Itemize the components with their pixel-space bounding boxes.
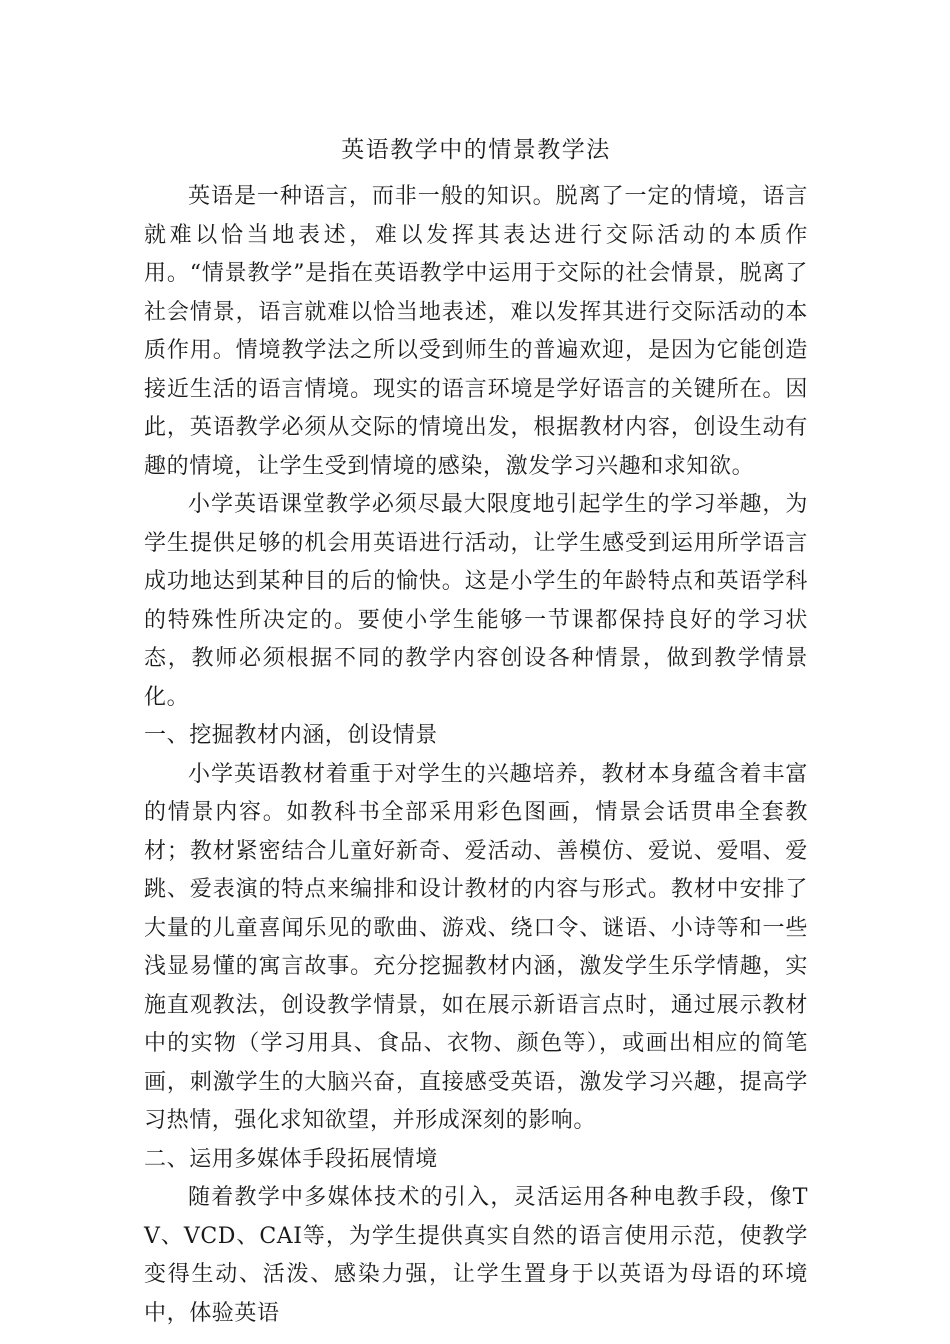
intro-paragraph-1: 英语是一种语言，而非一般的知识。脱离了一定的情境，语言就难以恰当地表述，难以发挥其表达进行交际活动的本质作用。“情景教学”是指在英语教学中运用于交际的社会情景，脱离了社会情景，语言就难以恰当地表述，难以发挥其进行交际活动的本质作用。情境教学法之所以受到师生的普遍欢迎，是因为它能创造接近生活的语言情境。现实的语言环境是学好语言的关键所在。因此，英语教学必须从交际的情境出发，根据教材内容，创设生动有趣的情境，让学生受到情境的感染，激发学习兴趣和求知欲。	[144, 184, 808, 479]
section-1-heading: 一、挖掘教材内涵，创设情景	[144, 723, 438, 748]
document-title: 英语教学中的情景教学法	[341, 137, 611, 163]
intro-paragraph-2: 小学英语课堂教学必须尽最大限度地引起学生的学习举趣，为学生提供足够的机会用英语进行活动，让学生感受到运用所学语言成功地达到某种目的后的愉快。这是小学生的年龄特点和英语学科的特殊性所决定的。要使小学生能够一节课都保持良好的学习状态，教师必须根据不同的教学内容创设各种情景，做到教学情景化。	[144, 492, 808, 710]
document-body	[144, 128, 808, 1333]
section-2-paragraph: 随着教学中多媒体技术的引入，灵活运用各种电教手段，像TV、VCD、CAI等，为学生提供真实自然的语言使用示范，使教学变得生动、活泼、感染力强，让学生置身于以英语为母语的环境中，体验英语	[144, 1185, 808, 1326]
section-2-heading: 二、运用多媒体手段拓展情境	[144, 1146, 438, 1172]
section-1-paragraph: 小学英语教材着重于对学生的兴趣培养，教材本身蕴含着丰富的情景内容。如教科书全部采用彩色图画，情景会话贯串全套教材；教材紧密结合儿童好新奇、爱活动、善模仿、爱说、爱唱、爱跳、爱表演的特点来编排和设计教材的内容与形式。教材中安排了大量的儿童喜闻乐见的歌曲、游戏、绕口令、谜语、小诗等和一些浅显易懂的寓言故事。充分挖掘教材内涵，激发学生乐学情趣，实施直观教法，创设教学情景，如在展示新语言点时，通过展示教材中的实物（学习用具、食品、衣物、颜色等），或画出相应的简笔画，刺激学生的大脑兴奋，直接感受英语，激发学习兴趣，提高学习热情，强化求知欲望，并形成深刻的影响。	[144, 761, 808, 1133]
